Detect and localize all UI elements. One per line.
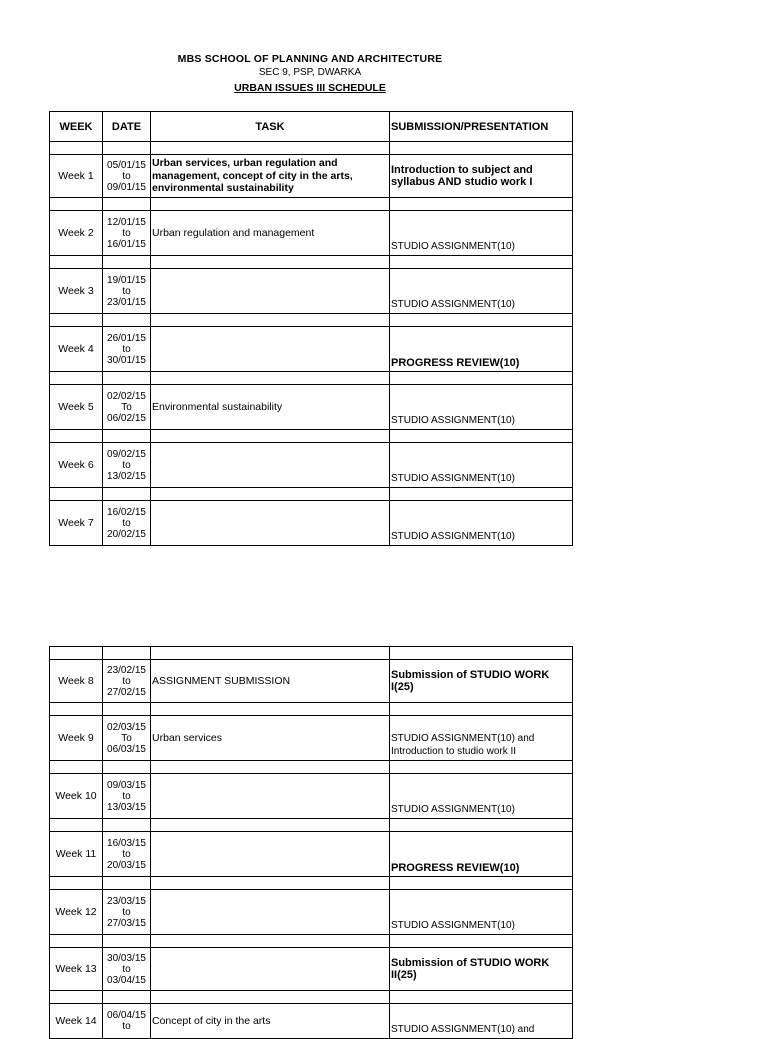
date-to: 27/03/15: [107, 917, 146, 929]
date-cell: [103, 890, 151, 935]
spacer-cell: [390, 991, 573, 1004]
spacer-row: [50, 142, 573, 155]
spacer-cell: [50, 372, 103, 385]
date-from: 30/03/15: [107, 952, 146, 964]
spacer-cell: [50, 256, 103, 269]
date-from: 16/03/15: [107, 837, 146, 849]
date-cell: [103, 1004, 151, 1039]
spacer-cell: [50, 488, 103, 501]
spacer-cell: [390, 647, 573, 660]
task-cell: Environmental sustainability: [151, 385, 390, 430]
spacer-row: [50, 256, 573, 269]
date-to-word: to: [122, 1021, 131, 1032]
spacer-cell: [390, 430, 573, 443]
date-to: 03/04/15: [107, 974, 146, 986]
spacer-cell: [151, 877, 390, 890]
submission-cell: STUDIO ASSIGNMENT(10): [390, 890, 573, 935]
spacer-cell: [151, 488, 390, 501]
table-row: [50, 716, 573, 761]
task-cell: Urban services: [151, 716, 390, 761]
week-cell: Week 2: [50, 211, 103, 256]
task-cell: [151, 501, 390, 546]
submission-cell: STUDIO ASSIGNMENT(10): [390, 774, 573, 819]
date-cell: [103, 660, 151, 703]
spacer-cell: [103, 430, 151, 443]
date-from: 26/01/15: [107, 332, 146, 344]
date-to-word: to: [122, 963, 131, 975]
column-header-week: WEEK: [50, 112, 103, 142]
date-to-word: to: [122, 517, 131, 529]
table-row: [50, 832, 573, 877]
task-cell: [151, 269, 390, 314]
week-cell: Week 9: [50, 716, 103, 761]
week-cell: Week 14: [50, 1004, 103, 1039]
spacer-row: [50, 761, 573, 774]
spacer-cell: [390, 488, 573, 501]
schedule-table-2: [49, 646, 573, 1039]
date-to-word: to: [122, 848, 131, 860]
date-cell: [103, 501, 151, 546]
week-cell: Week 4: [50, 327, 103, 372]
date-to: 16/01/15: [107, 238, 146, 250]
task-cell: [151, 774, 390, 819]
spacer-cell: [151, 647, 390, 660]
spacer-row: [50, 314, 573, 327]
spacer-cell: [50, 142, 103, 155]
week-cell: Week 5: [50, 385, 103, 430]
submission-cell: Submission of STUDIO WORK I(25): [390, 660, 573, 703]
date-from: 09/02/15: [107, 448, 146, 460]
task-cell: ASSIGNMENT SUBMISSION: [151, 660, 390, 703]
table-row: [50, 948, 573, 991]
spacer-row: [50, 488, 573, 501]
task-cell: Urban regulation and management: [151, 211, 390, 256]
spacer-cell: [50, 761, 103, 774]
week-cell: Week 10: [50, 774, 103, 819]
spacer-cell: [390, 198, 573, 211]
submission-cell: STUDIO ASSIGNMENT(10) and Introduction to studio work II: [390, 716, 573, 761]
spacer-cell: [151, 935, 390, 948]
spacer-cell: [103, 819, 151, 832]
task-cell: [151, 443, 390, 488]
spacer-cell: [151, 256, 390, 269]
submission-cell: STUDIO ASSIGNMENT(10): [390, 269, 573, 314]
spacer-cell: [151, 819, 390, 832]
spacer-cell: [103, 761, 151, 774]
spacer-row: [50, 935, 573, 948]
table-row: [50, 269, 573, 314]
date-to: 13/03/15: [107, 801, 146, 813]
spacer-cell: [390, 877, 573, 890]
date-to-word: to: [122, 170, 131, 182]
spacer-cell: [103, 142, 151, 155]
spacer-row: [50, 372, 573, 385]
spacer-cell: [390, 372, 573, 385]
table-row: [50, 443, 573, 488]
spacer-cell: [151, 314, 390, 327]
date-to: 06/02/15: [107, 412, 146, 424]
date-to: 27/02/15: [107, 686, 146, 698]
schedule-title: URBAN ISSUES III SCHEDULE: [234, 82, 386, 94]
spacer-cell: [50, 991, 103, 1004]
week-cell: Week 7: [50, 501, 103, 546]
table-row: [50, 1004, 573, 1039]
spacer-cell: [50, 198, 103, 211]
date-to: 13/02/15: [107, 470, 146, 482]
submission-cell: STUDIO ASSIGNMENT(10): [390, 501, 573, 546]
spacer-row: [50, 819, 573, 832]
column-header-task: TASK: [151, 112, 390, 142]
submission-cell: Submission of STUDIO WORK II(25): [390, 948, 573, 991]
date-to: 09/01/15: [107, 181, 146, 193]
date-to-word: to: [122, 285, 131, 297]
table-row: [50, 211, 573, 256]
date-to-word: to: [122, 790, 131, 802]
week-cell: Week 12: [50, 890, 103, 935]
date-from: 05/01/15: [107, 159, 146, 171]
spacer-row: [50, 877, 573, 890]
task-cell: Concept of city in the arts: [151, 1004, 390, 1039]
submission-cell: STUDIO ASSIGNMENT(10): [390, 385, 573, 430]
week-cell: Week 6: [50, 443, 103, 488]
week-cell: Week 1: [50, 155, 103, 198]
date-from: 16/02/15: [107, 506, 146, 518]
spacer-cell: [151, 198, 390, 211]
table-header-row: [50, 112, 573, 142]
date-cell: [103, 155, 151, 198]
task-cell: [151, 890, 390, 935]
spacer-cell: [390, 761, 573, 774]
date-cell: [103, 948, 151, 991]
column-header-submission: SUBMISSION/PRESENTATION: [390, 112, 573, 142]
spacer-cell: [50, 877, 103, 890]
date-to: 20/03/15: [107, 859, 146, 871]
task-cell: [151, 832, 390, 877]
submission-cell: STUDIO ASSIGNMENT(10): [390, 211, 573, 256]
week-cell: Week 11: [50, 832, 103, 877]
date-cell: [103, 269, 151, 314]
spacer-cell: [390, 819, 573, 832]
submission-cell: Introduction to subject and syllabus AND studio work I: [390, 155, 573, 198]
institution-address: SEC 9, PSP, DWARKA: [258, 67, 362, 78]
institution-name: MBS SCHOOL OF PLANNING AND ARCHITECTURE: [177, 53, 443, 65]
spacer-cell: [103, 877, 151, 890]
spacer-cell: [103, 991, 151, 1004]
week-cell: Week 13: [50, 948, 103, 991]
spacer-cell: [50, 819, 103, 832]
column-header-date: DATE: [103, 112, 151, 142]
date-from: 06/04/15: [107, 1010, 146, 1021]
date-cell: [103, 211, 151, 256]
spacer-cell: [50, 314, 103, 327]
spacer-cell: [50, 647, 103, 660]
submission-cell: PROGRESS REVIEW(10): [390, 832, 573, 877]
spacer-cell: [151, 703, 390, 716]
date-to: 06/03/15: [107, 743, 146, 755]
spacer-cell: [103, 256, 151, 269]
table-row: [50, 327, 573, 372]
date-cell: [103, 774, 151, 819]
date-cell: [103, 832, 151, 877]
spacer-cell: [103, 314, 151, 327]
date-to-word: to: [122, 675, 131, 687]
date-cell: [103, 443, 151, 488]
schedule-table-1: [49, 111, 573, 546]
date-to-word: To: [121, 401, 132, 413]
date-from: 02/02/15: [107, 390, 146, 402]
spacer-cell: [50, 703, 103, 716]
date-to-word: to: [122, 906, 131, 918]
spacer-row: [50, 703, 573, 716]
date-to: 30/01/15: [107, 354, 146, 366]
spacer-cell: [103, 703, 151, 716]
task-cell: Urban services, urban regulation and management, concept of city in the arts, environmental sustainability: [151, 155, 390, 198]
week-cell: Week 8: [50, 660, 103, 703]
spacer-cell: [103, 372, 151, 385]
table-row: [50, 385, 573, 430]
date-from: 23/02/15: [107, 664, 146, 676]
date-cell: [103, 385, 151, 430]
date-from: 09/03/15: [107, 779, 146, 791]
date-to-word: to: [122, 343, 131, 355]
spacer-row: [50, 198, 573, 211]
week-cell: Week 3: [50, 269, 103, 314]
date-to-word: to: [122, 459, 131, 471]
spacer-cell: [390, 256, 573, 269]
submission-cell: PROGRESS REVIEW(10): [390, 327, 573, 372]
table-row: [50, 501, 573, 546]
spacer-cell: [151, 372, 390, 385]
date-cell: [103, 716, 151, 761]
task-cell: [151, 327, 390, 372]
date-to: 20/02/15: [107, 528, 146, 540]
date-to-word: to: [122, 227, 131, 239]
date-from: 12/01/15: [107, 216, 146, 228]
spacer-cell: [50, 430, 103, 443]
date-from: 23/03/15: [107, 895, 146, 907]
spacer-row: [50, 647, 573, 660]
spacer-cell: [103, 935, 151, 948]
spacer-cell: [390, 314, 573, 327]
table-row: [50, 774, 573, 819]
spacer-cell: [103, 198, 151, 211]
spacer-cell: [151, 991, 390, 1004]
submission-cell: STUDIO ASSIGNMENT(10): [390, 443, 573, 488]
spacer-cell: [151, 761, 390, 774]
date-to-word: To: [121, 732, 132, 744]
date-cell: [103, 327, 151, 372]
spacer-row: [50, 991, 573, 1004]
table-row: [50, 155, 573, 198]
spacer-cell: [151, 142, 390, 155]
table-row: [50, 660, 573, 703]
date-from: 19/01/15: [107, 274, 146, 286]
spacer-cell: [390, 142, 573, 155]
task-cell: [151, 948, 390, 991]
date-to: 23/01/15: [107, 296, 146, 308]
date-from: 02/03/15: [107, 721, 146, 733]
spacer-cell: [390, 703, 573, 716]
table-row: [50, 890, 573, 935]
spacer-cell: [103, 647, 151, 660]
spacer-cell: [103, 488, 151, 501]
spacer-cell: [151, 430, 390, 443]
spacer-cell: [50, 935, 103, 948]
spacer-row: [50, 430, 573, 443]
submission-cell: STUDIO ASSIGNMENT(10) and: [390, 1004, 573, 1039]
spacer-cell: [390, 935, 573, 948]
